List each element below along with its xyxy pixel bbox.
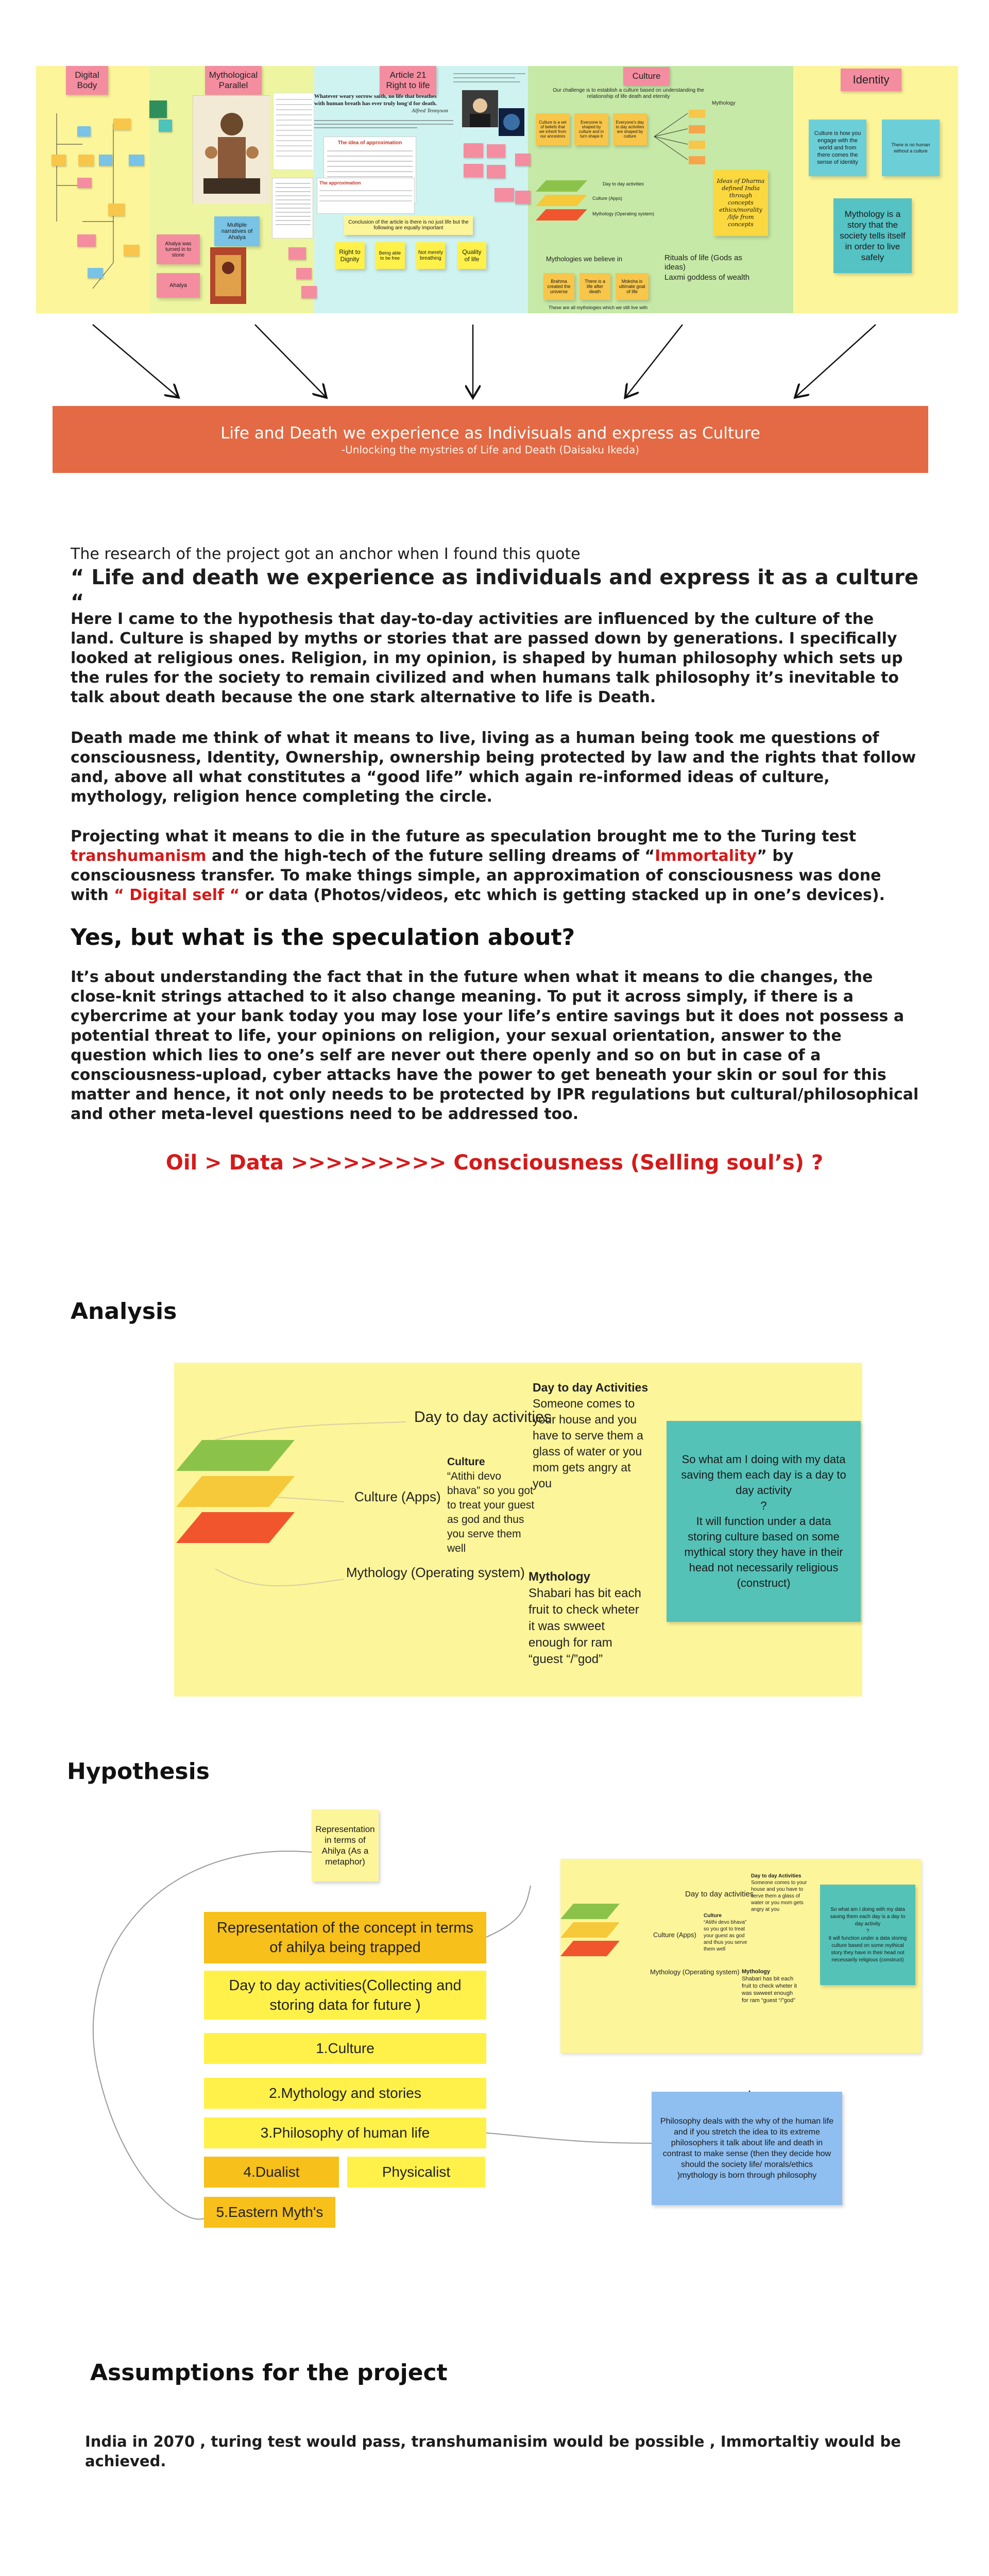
speculation-body: It’s about understanding the fact that in the future when what it means to die changes, the close-knit strings attached to it also change meaning. To put it across simply, if there is a cybercrime at your bank today you may lose your life’s entire savings but it does not possess a potential threat to life, your opinions on religion, your sexual orientation, answer to the question which lies to one’s self are never out there openly and so on but in case of a consciousness-upload, cyber attacks have the power to get beneath your skin or soul for this matter and hence, it not only needs to be protected by IPR regulations but cultural/philosophical and other meta-level questions need to be addressed too. (71, 968, 919, 1123)
article21-quote: Whatever weary sorrow saith, no life that breathes with human breath has ever truly long'd for death. Alfred Tennyson (314, 93, 448, 114)
article21-note-breathing: Not merely breathing (416, 242, 445, 269)
hyp-mini-layer-icon (560, 1904, 627, 1960)
banner-title: Life and Death we experience as Indivisuals and express as Culture (220, 424, 760, 443)
assumptions-heading: Assumptions for the project (90, 2360, 448, 2386)
myth-painting (210, 247, 246, 304)
culture-network (652, 106, 708, 167)
heading-digital-body: Digital Body (66, 66, 108, 95)
identity-note-2: There is no human without a culture (882, 120, 940, 176)
assumptions-body: India in 2070 , turing test would pass, transhumanisim would be possible , Immortaltiy would be achieved. (85, 2433, 901, 2470)
article21-note-free: Being able to be free (375, 242, 405, 269)
analysis-day-block: Day to day Activities Someone comes to your house and you have to serve them a glass of water or you mom gets angry at you (533, 1381, 649, 1490)
hyp-mini-myth: Mythology (Operating system) (650, 1968, 740, 1976)
hyp-mini-day: Day to day activities (685, 1890, 754, 1899)
digital-body-note-5 (99, 155, 112, 166)
article21-body-text (314, 117, 453, 133)
article21-pink-1 (464, 143, 483, 158)
hyp-mini-culture: Culture (Apps) (653, 1931, 696, 1939)
article21-pink-7 (515, 191, 531, 204)
speculation-equation: Oil > Data >>>>>>>>> Consciousness (Selling soul’s) ? (165, 1151, 824, 1175)
heading-myth-parallel: Mythological Parallel (205, 66, 262, 95)
identity-note-3: Mythology is a story that the society tells itself in order to live safely (833, 198, 912, 273)
culture-layers-label-2: Culture (Apps) (592, 196, 623, 201)
philosophy-note: Philosophy deals with the why of the human life and if you stretch the idea to its extreme philosophers it talk about life and death in contrast to make sense (then they decide how should the society life/ morals/ethics )mythology is born through philosophy (652, 2092, 842, 2205)
digital-body-note-8 (108, 204, 125, 216)
digital-body-note-10 (124, 245, 139, 256)
myth-note-stone: Ahalya was turned in to stone (157, 234, 200, 264)
arrows-to-banner (0, 319, 989, 407)
analysis-teal-note: So what am I doing with my data saving them each day is a day to day activity ? It will function under a data storing culture based on some mythical story they have in their head not necessarily religious (construct) (667, 1421, 861, 1622)
hyp-item-dualist: 4.Dualist (204, 2157, 339, 2188)
culture-rituals: Rituals of life (Gods as ideas) (664, 253, 742, 272)
culture-intro: Our challenge is to establish a culture based on understanding the relationship of life death and eternity (553, 88, 704, 99)
term-digital-self: “ Digital self “ (114, 886, 240, 904)
board-section-identity (793, 66, 958, 313)
analysis-label-day: Day to day activities (414, 1409, 552, 1426)
culture-myth-1: Brahma created the universe (543, 273, 574, 300)
article21-pink-6 (494, 188, 514, 201)
culture-note-1: Culture is a set of beliefs that we inherit from our ancestors (536, 113, 570, 145)
term-transhumanism: transhumanism (71, 847, 207, 865)
culture-layers-label-1: Day to day activities (603, 181, 644, 187)
term-immortality: Immortality (655, 847, 757, 865)
digital-body-note-2 (77, 126, 91, 137)
myth-pink-tile-2 (296, 268, 312, 279)
intro-quote: “ Life and death we experience as individuals and express it as a culture “ (71, 566, 919, 614)
article21-portrait-2 (499, 108, 524, 136)
hyp-item-philosophy: 3.Philosophy of human life (204, 2117, 486, 2148)
heading-identity: Identity (841, 69, 901, 91)
hyp-item-day-to-day: Day to day activities(Collecting and storing data for future ) (204, 1971, 486, 2020)
hyp-mini-culture-block: Culture “Atithi devo bhava” so you got to treat your guest as god and thus you serve them well (704, 1913, 747, 1952)
article21-note-quality: Quality of life (457, 242, 486, 269)
identity-note-1: Culture is how you engage with the world and from there comes the sense of identity (809, 120, 866, 176)
myth-note-ahalya: Ahalya (157, 273, 200, 298)
digital-body-note-4 (77, 178, 92, 188)
article21-pink-3 (464, 164, 483, 177)
myth-text-block (273, 93, 314, 170)
analysis-myth-block: Mythology Shabari has bit each fruit to check wheter it was swweet enough for ram “guest “/”god” (528, 1570, 641, 1666)
hyp-mini-day-block: Day to day Activities Someone comes to your house and you have to serve them a glass of water or you mom gets angry at you (751, 1873, 807, 1912)
culture-layers-label-3: Mythology (Operating system) (592, 211, 655, 216)
myth-green-tile (149, 100, 167, 118)
article21-note-dignity: Right to Dignity (335, 242, 365, 269)
quote-banner (53, 406, 928, 473)
intro-paragraph-1: Here I came to the hypothesis that day-to-day activities are influenced by the culture of the land. Culture is shaped by myths or stories that are passed down by generations. I specifically looked at religious ones. Religion, in my opinion, is shaped by human philosophy which sets up the rules for the society to remain civilized and when humans talk philosophy it’s inevitable to talk about death because the one stark alternative to life is Death. (71, 610, 903, 706)
analysis-label-myth: Mythology (Operating system) (346, 1565, 525, 1580)
myth-teal-tile (159, 120, 172, 132)
article21-approx-card: The idea of approximation (323, 137, 416, 204)
culture-mythology-label: Mythology (712, 100, 736, 106)
myth-pink-tile-3 (301, 286, 317, 298)
heading-culture: Culture (623, 67, 670, 86)
article21-pink-5 (515, 154, 531, 166)
article21-conclusion: Conclusion of the article is there is no just life but the following are equally important (344, 215, 473, 235)
culture-myths-title: Mythologies we believe in (546, 255, 623, 263)
hyp-mini-myth-block: Mythology Shabari has bit each fruit to check wheter it was swweet enough for ram “guest “/”god” (742, 1969, 797, 2004)
hypothesis-heading: Hypothesis (67, 1758, 210, 1785)
analysis-layer-icon (176, 1440, 310, 1558)
analysis-culture-block: Culture “Atithi devo bhava” so you got to treat your guest as god and thus you serve them well (447, 1456, 535, 1554)
hyp-item-eastern: 5.Eastern Myth's (204, 2197, 335, 2228)
digital-body-note-1 (52, 155, 66, 166)
digital-body-note-9 (77, 234, 96, 247)
culture-myth-2: There is a life after death (579, 273, 610, 300)
intro-paragraph-2: Death made me think of what it means to live, living as a human being took me questions of consciousness, Identity, Ownership, ownership being protected by law and the rights that follow and, above all what constitutes a “good life” which again re-informed ideas of culture, mythology, religion hence completing the circle. (71, 729, 916, 806)
heading-article21: Article 21 Right to life (380, 66, 436, 95)
culture-lakshmi: Laxmi goddess of wealth (664, 273, 750, 282)
digital-body-note-7 (129, 155, 144, 166)
digital-body-note-11 (88, 268, 103, 278)
hyp-mini-teal-note: So what am I doing with my data saving them each day is a day to day activity ? It will function under a data storing culture based on some mythical story they have in their head not necessarily religious (construct) (820, 1885, 915, 1985)
myth-pink-tile-1 (288, 247, 306, 260)
culture-quote-note: Ideas of Dharma defined India through concepts ethics/morality /life from concepts (713, 170, 768, 236)
myth-note-narratives: Multiple narratives of Ahalya (214, 216, 260, 246)
intro-lead: The research of the project got an anchor when I found this quote (71, 545, 581, 563)
article21-portrait (462, 90, 498, 127)
hyp-item-physicalist: Physicalist (347, 2157, 485, 2188)
article21-approx-card-2: The approximation (317, 178, 415, 214)
digital-body-note-6 (113, 118, 131, 130)
analysis-heading: Analysis (71, 1298, 177, 1325)
culture-note-2: Everyone is shaped by culture and in turn shape it (574, 113, 608, 145)
article21-small-doc (453, 70, 525, 90)
culture-note-3: Everyone's day to day activities are shaped by culture (613, 113, 647, 145)
culture-myth-3: Moksha is ultimate goal of life (616, 273, 649, 300)
digital-body-note-3 (78, 155, 94, 166)
intro-paragraph-3: Projecting what it means to die in the future as speculation brought me to the Turing test transhumanism and the high-tech of the future selling dreams of “Immortality” by consciousness transfer. To make things simple, an approximation of consciousness was done with “ Digital self “ or data (Photos/videos, etc which is getting stacked up in one’s devices). (71, 827, 885, 904)
hyp-item-mythology: 2.Mythology and stories (204, 2078, 486, 2109)
hyp-item-representation: Representation of the concept in terms of ahilya being trapped (204, 1912, 486, 1963)
culture-footer: These are all mythologies which we still live with (549, 305, 648, 310)
analysis-label-culture: Culture (Apps) (354, 1489, 441, 1504)
hyp-item-culture: 1.Culture (204, 2033, 486, 2064)
article21-pink-4 (487, 165, 505, 178)
article21-pink-2 (487, 144, 505, 158)
culture-layer-icon (536, 180, 598, 227)
banner-subtitle: -Unlocking the mystries of Life and Death (Daisaku Ikeda) (341, 444, 640, 456)
ahilya-note: Representation in terms of Ahilya (As a metaphor) (312, 1809, 379, 1882)
speculation-heading: Yes, but what is the speculation about? (71, 924, 575, 951)
